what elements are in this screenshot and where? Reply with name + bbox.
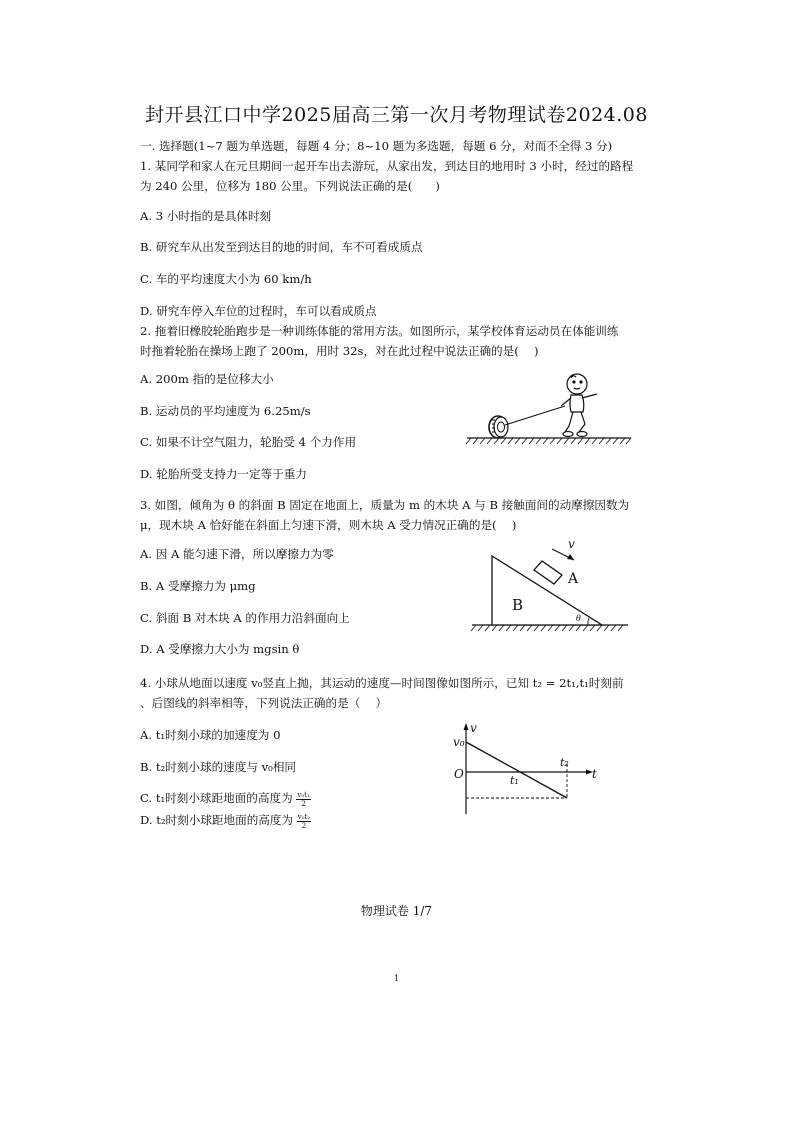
q2-stem-line2: 时拖着轮胎在操场上跑了 200m，用时 32s，对在此过程中说法正确的是( ) [140, 344, 539, 358]
velocity-label: v [568, 537, 575, 551]
tire-icon [489, 416, 508, 438]
q4-option-d [140, 812, 311, 830]
q2-option-b: B. 运动员的平均速度为 6.25m/s [140, 404, 311, 418]
t-axis-label: t [592, 767, 597, 781]
block-a [534, 561, 562, 584]
runner-tire-figure [465, 368, 635, 448]
q4-option-c-text: C. t₁时刻小球距地面的高度为 [140, 791, 293, 805]
page-title: 封开县江口中学2025届高三第一次月考物理试卷2024.08 [145, 104, 648, 126]
frac-d-den: 2 [301, 821, 307, 830]
q4-option-c-fraction [296, 791, 310, 808]
q4-stem-line2: 、后图线的斜率相等，下列说法正确的是（ ） [140, 696, 388, 710]
q3-stem-line2: μ，现木块 A 恰好能在斜面上匀速下滑，则木块 A 受力情况正确的是( ) [140, 518, 517, 532]
q4-option-a: A. t₁时刻小球的加速度为 0 [140, 728, 281, 742]
q1-stem-line2: 为 240 公里，位移为 180 公里。下列说法正确的是( ) [140, 179, 440, 193]
q3-stem-line1: 3. 如图，倾角为 θ 的斜面 B 固定在地面上，质量为 m 的木块 A 与 B 接触面间的动摩擦因数为 [140, 498, 630, 512]
q1-stem-line1: 1. 某同学和家人在元旦期间一起开车出去游玩，从家出发，到达目的地用时 3 小时，经过的路程 [140, 159, 634, 173]
v-axis-label: v [470, 721, 477, 735]
q4-option-d-fraction [297, 813, 311, 830]
vt-graph-figure [450, 722, 610, 817]
theta-label: θ [576, 614, 581, 623]
q1-option-a: A. 3 小时指的是具体时刻 [140, 209, 272, 223]
q4-stem-line1: 4. 小球从地面以速度 v₀竖直上抛，其运动的速度—时间图像如图所示，已知 t₂ = 2t₁,t₁时刻前 [140, 676, 624, 690]
frac-d-num: v₀t₂ [297, 812, 311, 821]
q3-option-b: B. A 受摩擦力为 μmg [140, 579, 256, 593]
q1-option-d: D. 研究车停入车位的过程时，车可以看成质点 [140, 304, 377, 318]
incline-figure [470, 536, 630, 636]
q1-option-b: B. 研究车从出发至到达目的地的时间，车不可看成质点 [140, 240, 423, 254]
runner-icon [561, 374, 597, 437]
section-heading: 一. 选择题(1~7 题为单选题，每题 4 分；8~10 题为多选题，每题 6 分，对而不全得 3 分) [140, 139, 613, 153]
frac-c-num: v₀t₁ [297, 790, 310, 799]
q4-option-b: B. t₂时刻小球的速度与 v₀相同 [140, 760, 297, 774]
origin-label: O [454, 767, 464, 781]
q3-option-c: C. 斜面 B 对木块 A 的作用力沿斜面向上 [140, 611, 350, 625]
q2-option-d: D. 轮胎所受支持力一定等于重力 [140, 467, 307, 481]
q3-option-d: D. A 受摩擦力大小为 mgsin θ [140, 642, 300, 656]
page-number: 1 [393, 974, 400, 983]
q1-option-c: C. 车的平均速度大小为 60 km/h [140, 272, 312, 286]
page-footer: 物理试卷 1/7 [360, 904, 433, 918]
incline-b-label: B [512, 596, 524, 614]
q4-option-c [140, 790, 311, 808]
t2-label: t₂ [560, 756, 569, 769]
t1-label: t₁ [510, 774, 519, 787]
q2-option-c: C. 如果不计空气阻力，轮胎受 4 个力作用 [140, 435, 357, 449]
q3-option-a: A. 因 A 能匀速下滑，所以摩擦力为零 [140, 547, 334, 561]
q4-option-d-text: D. t₂时刻小球距地面的高度为 [140, 813, 294, 827]
v0-label: v₀ [453, 735, 465, 749]
frac-c-den: 2 [301, 799, 306, 808]
q2-stem-line1: 2. 拖着旧橡胶轮胎跑步是一种训练体能的常用方法。如图所示，某学校体育运动员在体能训练 [140, 324, 619, 338]
q2-option-a: A. 200m 指的是位移大小 [140, 372, 274, 386]
block-a-label: A [568, 571, 579, 587]
